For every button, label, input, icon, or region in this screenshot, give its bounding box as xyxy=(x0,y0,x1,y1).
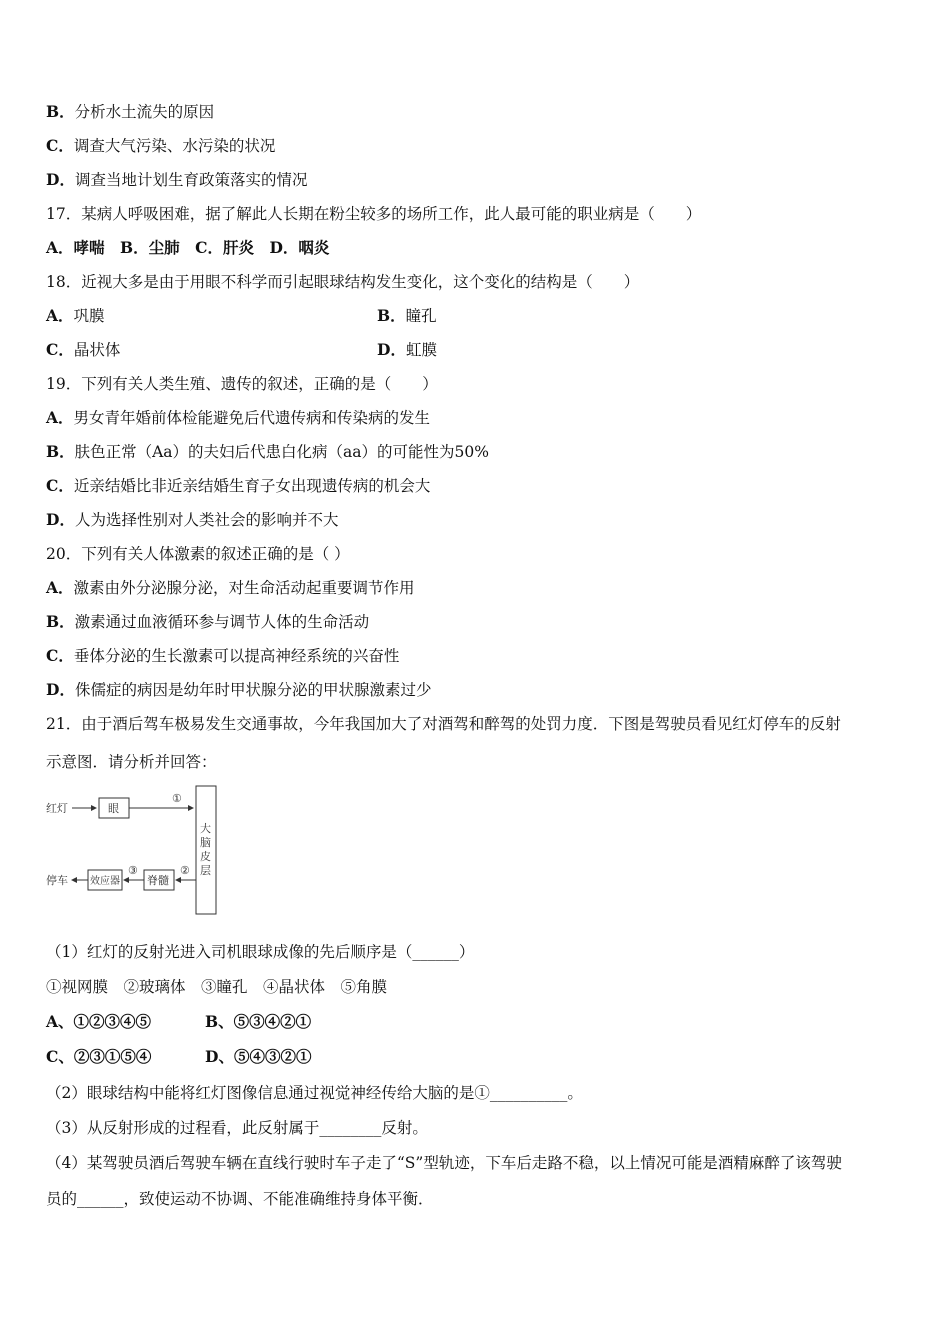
option-label: A． xyxy=(46,578,74,597)
q21-sub2: （2）眼球结构中能将红灯图像信息通过视觉神经传给大脑的是①__________。 xyxy=(46,1084,583,1102)
label-red-light: 红灯 xyxy=(46,802,68,815)
q16-option-d xyxy=(46,169,307,191)
q18-option-a xyxy=(46,305,105,327)
q21-sub4-line1: （4）某驾驶员酒后驾驶车辆在直线行驶时车子走了“S”型轨迹，下车后走路不稳，以上情况可能是酒精麻醉了该驾驶 xyxy=(46,1154,842,1172)
q19-stem: 19．下列有关人类生殖、遗传的叙述，正确的是（ ） xyxy=(46,375,438,393)
q20-option-c xyxy=(46,645,399,667)
q21-sub1-option-d: D、⑤④③②① xyxy=(205,1047,312,1066)
option-text: 激素通过血液循环参与调节人体的生命活动 xyxy=(74,613,370,631)
q18-option-c xyxy=(46,339,120,361)
cortex-char-3: 皮 xyxy=(200,850,211,863)
q20-option-a xyxy=(46,577,415,599)
q18-stem: 18．近视大多是由于用眼不科学而引起眼球结构发生变化，这个变化的结构是（ ） xyxy=(46,273,640,291)
q18-option-b xyxy=(377,305,437,327)
label-spinal-cord: 脊髓 xyxy=(147,874,169,887)
option-label: C． xyxy=(46,476,74,495)
q20-option-d xyxy=(46,679,431,701)
option-text: 男女青年婚前体检能避免后代遗传病和传染病的发生 xyxy=(73,409,431,427)
option-label: A． xyxy=(46,306,74,325)
option-label: C． xyxy=(46,136,74,155)
q17-stem: 17．某病人呼吸困难，据了解此人长期在粉尘较多的场所工作，此人最可能的职业病是（ ） xyxy=(46,205,702,223)
option-text: 晶状体 xyxy=(73,341,121,359)
option-label: C． xyxy=(46,646,74,665)
option-text: 巩膜 xyxy=(73,307,105,325)
option-text: 肤色正常（Aa）的夫妇后代患白化病（aa）的可能性为50% xyxy=(74,443,489,461)
q19-option-a xyxy=(46,407,430,429)
q21-sub1-option-a: A、①②③④⑤ xyxy=(46,1012,152,1031)
q19-option-c xyxy=(46,475,430,497)
option-label: B． xyxy=(46,442,75,461)
option-text: 激素由外分泌腺分泌，对生命活动起重要调节作用 xyxy=(73,579,415,597)
cortex-char-2: 脑 xyxy=(200,836,211,849)
option-text: 垂体分泌的生长激素可以提高神经系统的兴奋性 xyxy=(73,647,400,665)
option-label: D． xyxy=(46,510,75,529)
option-label: B． xyxy=(377,306,406,325)
reflex-arc-diagram xyxy=(44,780,234,920)
q21-sub1-option-b: B、⑤③④②① xyxy=(205,1012,312,1031)
q21-sub4-line2: 员的______，致使运动不协调、不能准确维持身体平衡． xyxy=(46,1190,434,1208)
q21-sub3: （3）从反射形成的过程看，此反射属于________反射。 xyxy=(46,1119,428,1137)
q20-option-b xyxy=(46,611,369,633)
q17-options: A．哮喘 B．尘肺 C．肝炎 D．咽炎 xyxy=(46,238,330,257)
option-text: 调查大气污染、水污染的状况 xyxy=(73,137,276,155)
option-label: B． xyxy=(46,102,75,121)
option-label: D． xyxy=(46,170,75,189)
q16-option-c xyxy=(46,135,275,157)
option-text: 人为选择性别对人类社会的影响并不大 xyxy=(74,511,339,529)
option-text: 虹膜 xyxy=(405,341,437,359)
label-effector: 效应器 xyxy=(90,876,120,887)
option-label: B． xyxy=(46,612,75,631)
q19-option-d xyxy=(46,509,338,531)
option-label: D． xyxy=(377,340,406,359)
q16-option-b xyxy=(46,101,214,123)
option-text: 分析水土流失的原因 xyxy=(74,103,215,121)
option-text: 调查当地计划生育政策落实的情况 xyxy=(74,171,308,189)
q21-sub1-items: ①视网膜 ②玻璃体 ③瞳孔 ④晶状体 ⑤角膜 xyxy=(46,978,388,996)
q21-stem-line1: 21．由于酒后驾车极易发生交通事故，今年我国加大了对酒驾和醉驾的处罚力度．下图是驾驶员看见红灯停车的反射 xyxy=(46,715,841,733)
option-text: 近亲结婚比非近亲结婚生育子女出现遗传病的机会大 xyxy=(73,477,431,495)
option-text: 侏儒症的病因是幼年时甲状腺分泌的甲状腺激素过少 xyxy=(74,681,432,699)
q18-option-d xyxy=(377,339,437,361)
q20-stem: 20．下列有关人体激素的叙述正确的是（ ） xyxy=(46,545,350,563)
cortex-char-1: 大 xyxy=(200,822,211,835)
q21-sub1-option-c: C、②③①⑤④ xyxy=(46,1047,152,1066)
option-text: 瞳孔 xyxy=(405,307,437,325)
label-circle-3: ③ xyxy=(128,864,138,877)
option-label: C． xyxy=(46,340,74,359)
cortex-char-4: 层 xyxy=(200,864,211,877)
q21-sub1: （1）红灯的反射光进入司机眼球成像的先后顺序是（______） xyxy=(46,943,475,961)
label-stop: 停车 xyxy=(46,874,68,887)
label-circle-1: ① xyxy=(172,792,182,805)
q19-option-b xyxy=(46,441,489,463)
label-eye: 眼 xyxy=(108,802,119,815)
option-label: A． xyxy=(46,408,74,427)
option-label: D． xyxy=(46,680,75,699)
label-circle-2: ② xyxy=(180,864,190,877)
q21-stem-line2: 示意图．请分析并回答： xyxy=(46,753,217,771)
